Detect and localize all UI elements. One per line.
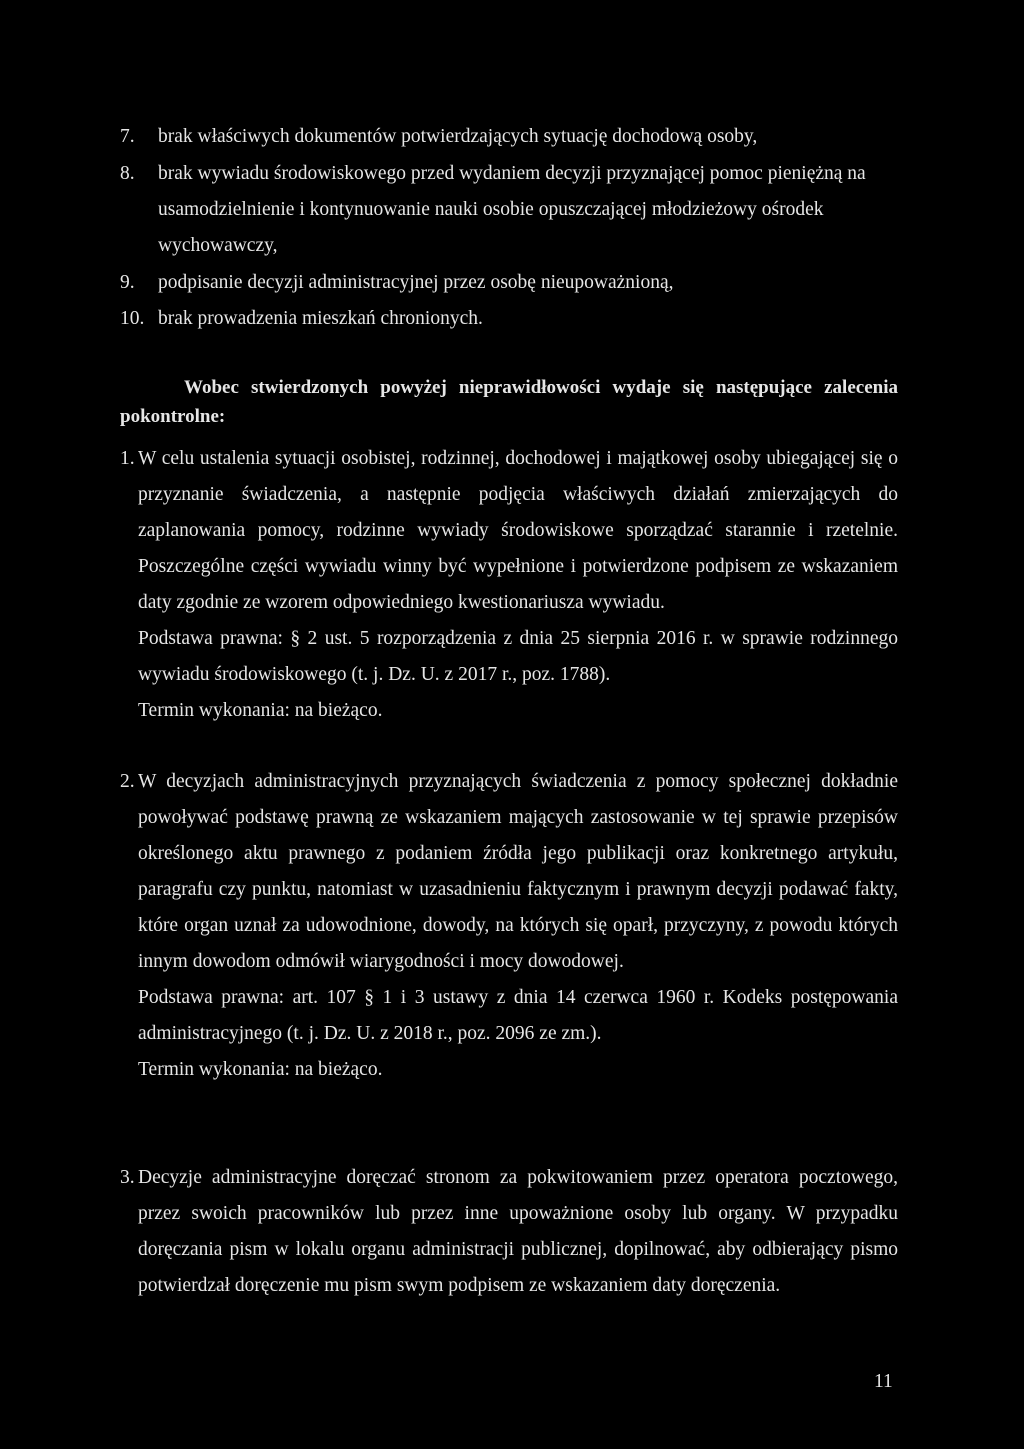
recommendation-text: Decyzje administracyjne doręczać stronom za pokwitowaniem przez operatora pocztowego, przez swoich pracowników lub przez inne upoważnione osoby lub organy. W przypadku doręczania pism w lokalu organu administracji publicznej, dopilnować, aby odbierający pismo potwierdzał doręczenie mu pism swym podpisem ze wskazaniem daty doręczenia. bbox=[138, 1167, 898, 1296]
recommendations-heading bbox=[120, 373, 898, 431]
recommendation-text: W decyzjach administracyjnych przyznających świadczenia z pomocy społecznej dokładnie powoływać podstawę prawną ze wskazaniem mających zastosowanie w tej sprawie przepisów określonego aktu prawnego z podaniem źródła jego publikacji oraz konkretnego artykułu, paragrafu czy punktu, natomiast w uzasadnieniu faktycznym i prawnym decyzji podawać fakty, które organ uznał za udowodnione, dowody, na których się oparł, przyczyny, z powodu których innym dowodom odmówił wiarygodności i mocy dowodowej. bbox=[138, 771, 898, 972]
list-item-text: brak prowadzenia mieszkań chronionych. bbox=[158, 308, 483, 329]
list-item-text: podpisanie decyzji administracyjnej przez osobę nieupoważnioną, bbox=[158, 272, 674, 293]
recommendation-number: 1. bbox=[120, 448, 135, 469]
list-item-text: brak wywiadu środowiskowego przed wydaniem decyzji przyznającej pomoc pieniężną na usamodzielnienie i kontynuowanie nauki osobie opuszczającej młodzieżowy ośrodek wychowawczy, bbox=[158, 163, 866, 256]
list-item-number: 7. bbox=[120, 126, 135, 147]
recommendation-legal-basis: Podstawa prawna: § 2 ust. 5 rozporządzenia z dnia 25 sierpnia 2016 r. w sprawie rodzinnego wywiadu środowiskowego (t. j. Dz. U. z 2017 r., poz. 1788). bbox=[138, 628, 898, 685]
recommendation-text: W celu ustalenia sytuacji osobistej, rodzinnej, dochodowej i majątkowej osoby ubiegającej się o przyznanie świadczenia, a następnie podjęcia właściwych działań zmierzających do zaplanowania pomocy, rodzinne wywiady środowiskowe sporządzać starannie i rzetelnie. Poszczególne części wywiadu winny być wypełnione i potwierdzone podpisem ze wskazaniem daty zgodnie ze wzorem odpowiedniego kwestionariusza wywiadu. bbox=[138, 448, 898, 613]
recommendation-deadline: Termin wykonania: na bieżąco. bbox=[138, 1059, 383, 1080]
list-item bbox=[120, 301, 906, 337]
recommendations-heading-text: Wobec stwierdzonych powyżej nieprawidłowości wydaje się następujące zalecenia pokontrolne: bbox=[120, 377, 898, 427]
list-item-text: brak właściwych dokumentów potwierdzających sytuację dochodową osoby, bbox=[158, 126, 758, 147]
recommendation-number: 3. bbox=[120, 1167, 135, 1188]
recommendation-item bbox=[120, 1160, 898, 1304]
recommendation-deadline: Termin wykonania: na bieżąco. bbox=[138, 700, 383, 721]
recommendation-number: 2. bbox=[120, 771, 135, 792]
list-item bbox=[120, 119, 906, 155]
list-item bbox=[120, 265, 906, 301]
list-item-number: 8. bbox=[120, 163, 135, 184]
list-item-number: 10. bbox=[120, 308, 145, 329]
recommendation-item bbox=[120, 764, 898, 1088]
list-item-number: 9. bbox=[120, 272, 135, 293]
page-number: 11 bbox=[874, 1371, 893, 1392]
list-item bbox=[120, 156, 906, 264]
recommendation-item bbox=[120, 441, 898, 729]
recommendation-legal-basis: Podstawa prawna: art. 107 § 1 i 3 ustawy z dnia 14 czerwca 1960 r. Kodeks postępowania administracyjnego (t. j. Dz. U. z 2018 r., poz. 2096 ze zm.). bbox=[138, 987, 898, 1044]
